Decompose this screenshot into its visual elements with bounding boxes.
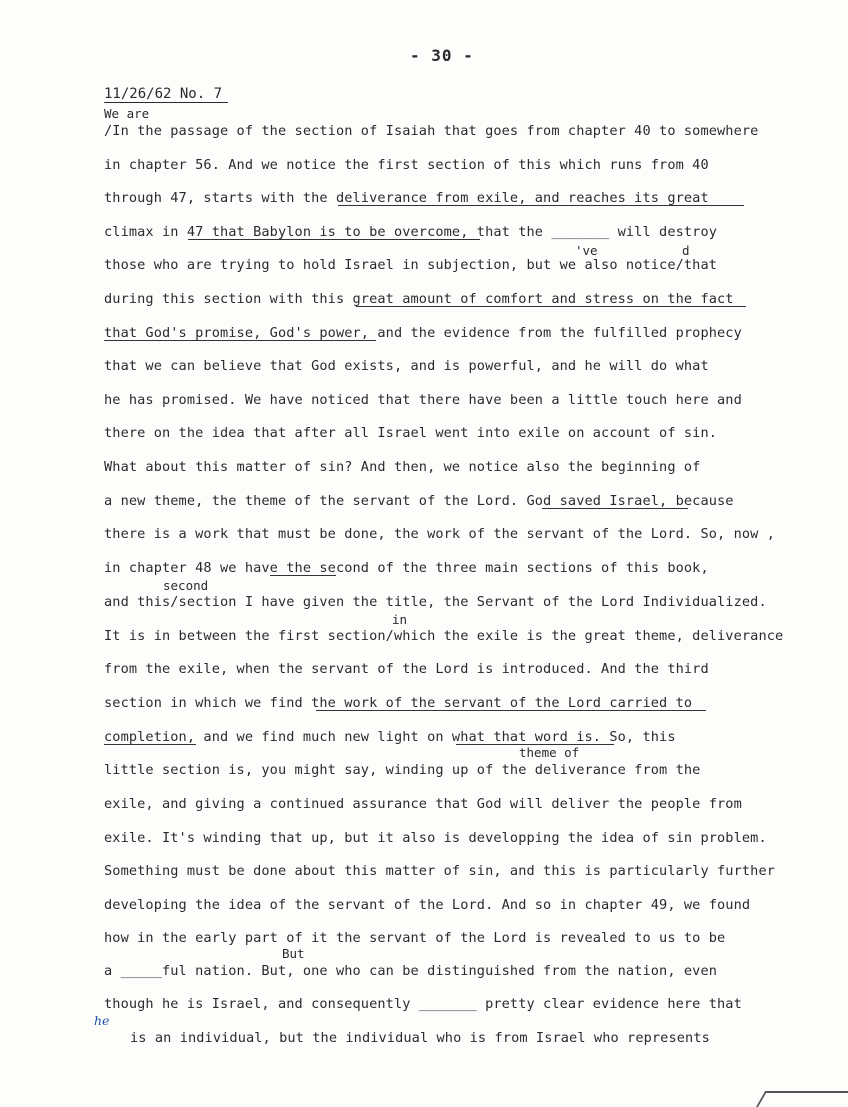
underline (456, 744, 614, 745)
text-line: he has promised. We have noticed that there have been a little touch here and (104, 392, 742, 408)
text-line: a _____ful nation. But, one who can be distinguished from the nation, even (104, 963, 718, 979)
underline (542, 508, 688, 509)
text-line: section in which we find the work of the servant of the Lord carried to (104, 695, 693, 711)
insertion-second: second (163, 578, 209, 593)
insertion-theme-of: theme of (519, 745, 580, 760)
handwritten-insertion-he: he (94, 1013, 110, 1028)
text-line: climax in 47 that Babylon is to be overcome, that the _______ will destroy (104, 224, 718, 240)
insertion-ve: 've (575, 243, 598, 258)
text-line: exile. It's winding that up, but it also is developping the idea of sin problem. (104, 830, 767, 846)
text-line: is an individual, but the individual who is from Israel who represents (130, 1030, 710, 1046)
text-line: in chapter 48 we have the second of the three main sections of this book, (104, 560, 709, 576)
text-line: /In the passage of the section of Isaiah that goes from chapter 40 to somewhere (104, 123, 759, 139)
text-line: little section is, you might say, winding up of the deliverance from the (104, 762, 701, 778)
underline (316, 710, 706, 711)
text-line: how in the early part of it the servant of the Lord is revealed to us to be (104, 930, 726, 946)
underline (270, 575, 336, 576)
underline (338, 205, 744, 206)
text-line: developing the idea of the servant of the Lord. And so in chapter 49, we found (104, 897, 751, 913)
text-line: a new theme, the theme of the servant of the Lord. God saved Israel, because (104, 493, 734, 509)
text-line: It is in between the first section/which the exile is the great theme, deliverance (104, 628, 784, 644)
text-line: and this/section I have given the title, the Servant of the Lord Individualized. (104, 594, 767, 610)
text-line: there on the idea that after all Israel went into exile on account of sin. (104, 425, 718, 441)
page-number: - 30 - (410, 46, 474, 65)
insertion-d: d (682, 243, 690, 258)
text-line: that God's promise, God's power, and the evidence from the fulfilled prophecy (104, 325, 742, 341)
text-line: in chapter 56. And we notice the first section of this which runs from 40 (104, 157, 709, 173)
underline (104, 340, 376, 341)
text-line: through 47, starts with the deliverance from exile, and reaches its great (104, 190, 709, 206)
date-header: 11/26/62 No. 7 (104, 86, 228, 103)
text-line: What about this matter of sin? And then, we notice also the beginning of (104, 459, 701, 475)
text-line: though he is Israel, and consequently _______ pretty clear evidence here that (104, 996, 742, 1012)
text-line: there is a work that must be done, the work of the servant of the Lord. So, now , (104, 526, 776, 542)
text-line: completion, and we find much new light on what that word is. So, this (104, 729, 676, 745)
page-fold-edge (756, 1091, 848, 1107)
insertion-in: in (392, 612, 408, 627)
text-line: from the exile, when the servant of the Lord is introduced. And the third (104, 661, 709, 677)
text-line: those who are trying to hold Israel in subjection, but we also notice/that (104, 257, 718, 273)
text-line: exile, and giving a continued assurance that God will deliver the people from (104, 796, 742, 812)
text-line: during this section with this great amount of comfort and stress on the fact (104, 291, 734, 307)
text-line: Something must be done about this matter of sin, and this is particularly further (104, 863, 776, 879)
insertion-but: But (282, 946, 305, 961)
underline (104, 744, 196, 745)
underline (188, 239, 480, 240)
underline (356, 306, 746, 307)
insertion-we-are: We are (104, 106, 150, 121)
text-line: that we can believe that God exists, and is powerful, and he will do what (104, 358, 709, 374)
